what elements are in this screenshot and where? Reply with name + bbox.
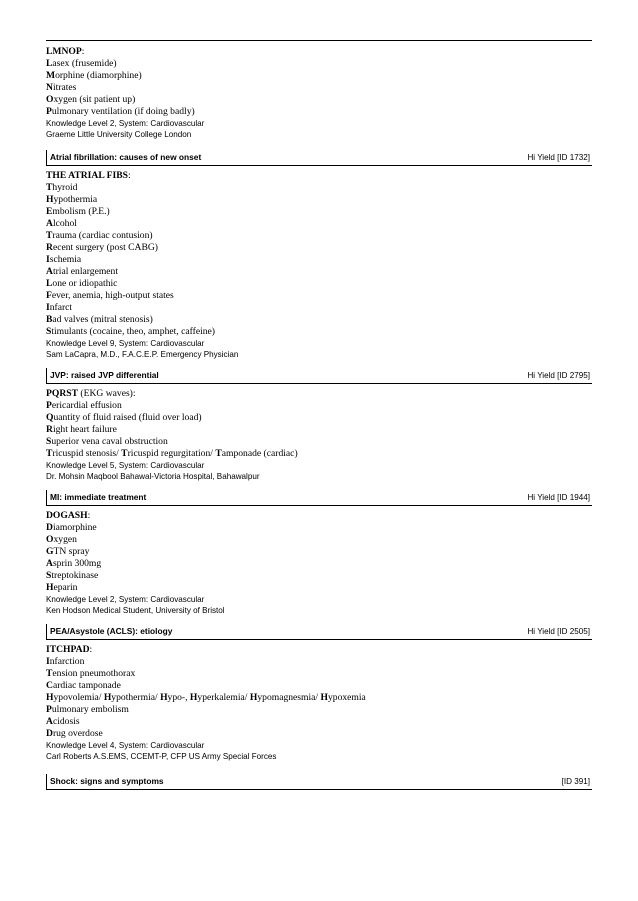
item-text: treptokinase xyxy=(51,570,99,581)
item-text: yperkalemia/ xyxy=(197,692,250,703)
mnemonic-item xyxy=(46,680,592,692)
item-letter: I xyxy=(46,302,50,313)
mnemonic-item xyxy=(46,206,592,218)
mnemonic-line xyxy=(46,510,592,522)
author-credit: Dr. Mohsin Maqbool Bahawal-Victoria Hospital, Bahawalpur xyxy=(46,472,260,481)
mnemonic-item xyxy=(46,218,592,230)
item-letter: A xyxy=(46,716,53,727)
knowledge-level: Knowledge Level 2, System: Cardiovascular xyxy=(46,595,205,604)
item-text: ricuspid stenosis/ xyxy=(52,448,122,459)
mnemonic-item xyxy=(46,656,592,668)
item-text: asex (frusemide) xyxy=(52,58,117,69)
item-text: ulmonary ventilation (if doing badly) xyxy=(51,106,195,117)
item-text: uperior vena caval obstruction xyxy=(51,436,168,447)
mnemonic-item xyxy=(46,82,592,94)
item-letter: Q xyxy=(46,412,54,423)
item-text: ad valves (mitral stenosis) xyxy=(52,314,153,325)
mnemonic-line xyxy=(46,644,592,656)
mnemonic-item xyxy=(46,278,592,290)
mnemonic-item xyxy=(46,704,592,716)
item-letter: R xyxy=(46,424,53,435)
mnemonic-item xyxy=(46,266,592,278)
mnemonic-item xyxy=(46,182,592,194)
mnemonic-title: ITCHPAD xyxy=(46,644,90,655)
item-text: nfarct xyxy=(49,302,73,313)
item-letter: L xyxy=(46,58,53,69)
item-letter: T xyxy=(46,230,53,241)
mnemonic-item xyxy=(46,290,592,302)
item-letter: R xyxy=(46,242,53,253)
item-text: ypo-, xyxy=(167,692,190,703)
section-meta: Hi Yield [ID 1944] xyxy=(527,493,590,502)
item-text: sprin 300mg xyxy=(52,558,102,569)
item-text: schemia xyxy=(49,254,82,265)
item-text: ight heart failure xyxy=(52,424,117,435)
section-header xyxy=(46,368,592,384)
mnemonic-item xyxy=(46,400,592,412)
item-letter: A xyxy=(46,218,53,229)
mnemonic-item xyxy=(46,534,592,546)
item-text: ypovolemia/ xyxy=(53,692,104,703)
item-letter: O xyxy=(46,94,54,105)
mnemonic-line xyxy=(46,388,592,400)
mnemonic-item xyxy=(46,70,592,82)
item-text: ever, anemia, high-output states xyxy=(51,290,174,301)
mnemonic-suffix: : xyxy=(127,170,131,181)
item-text: ypothermia xyxy=(53,194,98,205)
item-text: ension pneumothorax xyxy=(52,668,136,679)
item-letter: I xyxy=(46,254,50,265)
item-text: lcohol xyxy=(52,218,77,229)
item-text: ecent surgery (post CABG) xyxy=(52,242,159,253)
item-text: hyroid xyxy=(52,182,78,193)
section-header xyxy=(46,774,592,790)
section-meta: Hi Yield [ID 1732] xyxy=(527,153,590,162)
mnemonic-suffix: : xyxy=(87,510,91,521)
header-bar xyxy=(46,624,47,639)
mnemonic-suffix: (EKG waves): xyxy=(78,388,136,399)
item-letter: L xyxy=(46,278,53,289)
mnemonic-item xyxy=(46,242,592,254)
item-letter: H xyxy=(160,692,168,703)
mnemonic-item xyxy=(46,302,592,314)
section-title: Atrial fibrillation: causes of new onset xyxy=(50,152,202,162)
item-letter: H xyxy=(189,692,198,703)
mnemonic-item xyxy=(46,326,592,338)
mnemonic-title: DOGASH xyxy=(46,510,88,521)
item-text: ypoxemia xyxy=(327,692,366,703)
section-meta: Hi Yield [ID 2795] xyxy=(527,371,590,380)
item-text: trial enlargement xyxy=(52,266,119,277)
item-letter: C xyxy=(46,680,53,691)
knowledge-level: Knowledge Level 5, System: Cardiovascular xyxy=(46,461,205,470)
section-title: Shock: signs and symptoms xyxy=(50,776,164,786)
item-text: eparin xyxy=(53,582,78,593)
item-text: ypothermia/ xyxy=(111,692,161,703)
mnemonic-entry xyxy=(46,490,592,616)
author-credit: Ken Hodson Medical Student, University of Bristol xyxy=(46,606,225,615)
item-letter: T xyxy=(215,448,222,459)
mnemonic-item xyxy=(46,716,592,728)
mnemonic-item xyxy=(46,424,592,436)
item-text: itrates xyxy=(52,82,77,93)
item-letter: N xyxy=(46,82,53,93)
item-letter: O xyxy=(46,534,54,545)
top-rule xyxy=(46,40,592,41)
item-letter: S xyxy=(46,570,52,581)
mnemonic-title: PQRST xyxy=(46,388,78,399)
item-letter: H xyxy=(46,194,54,205)
section-title: PEA/Asystole (ACLS): etiology xyxy=(50,626,173,636)
item-text: ricuspid regurgitation/ xyxy=(127,448,216,459)
item-text: TN spray xyxy=(53,546,90,557)
knowledge-level: Knowledge Level 2, System: Cardiovascular xyxy=(46,119,205,128)
item-text: iamorphine xyxy=(52,522,97,533)
item-letter: T xyxy=(46,668,53,679)
mnemonic-item xyxy=(46,412,592,424)
item-letter: T xyxy=(46,448,53,459)
item-text: mbolism (P.E.) xyxy=(52,206,110,217)
mnemonic-entry xyxy=(46,368,592,482)
mnemonic-entry xyxy=(46,150,592,360)
mnemonic-item xyxy=(46,582,592,594)
item-text: ardiac tamponade xyxy=(52,680,121,691)
author-credit: Graeme Little University College London xyxy=(46,130,192,139)
item-letter: H xyxy=(46,582,54,593)
section-header xyxy=(46,150,592,166)
mnemonic-item xyxy=(46,692,592,704)
header-bar xyxy=(46,774,47,789)
mnemonic-item xyxy=(46,558,592,570)
item-text: amponade (cardiac) xyxy=(221,448,298,459)
item-letter: T xyxy=(46,182,53,193)
item-letter: D xyxy=(46,728,53,739)
item-letter: M xyxy=(46,70,56,81)
mnemonic-entry xyxy=(46,46,592,140)
mnemonic-item xyxy=(46,254,592,266)
mnemonic-entry xyxy=(46,624,592,762)
mnemonic-title: THE ATRIAL FIBS xyxy=(46,170,128,181)
header-bar xyxy=(46,150,47,165)
item-letter: G xyxy=(46,546,54,557)
item-text: ericardial effusion xyxy=(51,400,122,411)
mnemonic-item xyxy=(46,230,592,242)
section-header xyxy=(46,624,592,640)
mnemonic-item xyxy=(46,668,592,680)
item-letter: S xyxy=(46,326,52,337)
item-letter: S xyxy=(46,436,52,447)
mnemonic-item xyxy=(46,436,592,448)
item-letter: D xyxy=(46,522,53,533)
item-letter: T xyxy=(121,448,128,459)
document-page xyxy=(46,40,592,794)
section-meta: Hi Yield [ID 2505] xyxy=(527,627,590,636)
mnemonic-item xyxy=(46,522,592,534)
item-text: orphine (diamorphine) xyxy=(55,70,142,81)
author-credit: Sam LaCapra, M.D., F.A.C.E.P. Emergency Physician xyxy=(46,350,239,359)
mnemonic-suffix: : xyxy=(89,644,93,655)
mnemonic-item xyxy=(46,546,592,558)
item-letter: H xyxy=(320,692,328,703)
mnemonic-line xyxy=(46,170,592,182)
item-text: rauma (cardiac contusion) xyxy=(52,230,153,241)
item-letter: I xyxy=(46,656,50,667)
item-letter: P xyxy=(46,400,52,411)
item-letter: B xyxy=(46,314,53,325)
item-text: xygen (sit patient up) xyxy=(53,94,136,105)
section-header xyxy=(46,490,592,506)
item-text: cidosis xyxy=(52,716,80,727)
mnemonic-item xyxy=(46,106,592,118)
item-letter: P xyxy=(46,106,52,117)
mnemonic-item xyxy=(46,448,592,460)
mnemonic-suffix: : xyxy=(81,46,85,57)
item-letter: H xyxy=(46,692,54,703)
mnemonic-title: LMNOP xyxy=(46,46,82,57)
mnemonic-item xyxy=(46,194,592,206)
item-text: ulmonary embolism xyxy=(51,704,129,715)
item-letter: H xyxy=(103,692,112,703)
mnemonic-line xyxy=(46,46,592,58)
item-letter: A xyxy=(46,558,53,569)
header-bar xyxy=(46,368,47,383)
item-letter: H xyxy=(249,692,258,703)
item-text: timulants (cocaine, theo, amphet, caffeine) xyxy=(51,326,215,337)
item-text: nfarction xyxy=(49,656,85,667)
entries-list xyxy=(46,46,592,762)
item-letter: A xyxy=(46,266,53,277)
section-title: MI: immediate treatment xyxy=(50,492,147,502)
item-letter: F xyxy=(46,290,52,301)
item-text: rug overdose xyxy=(52,728,103,739)
mnemonic-item xyxy=(46,728,592,740)
section-title: JVP: raised JVP differential xyxy=(50,370,159,380)
item-text: ypomagnesmia/ xyxy=(257,692,321,703)
item-letter: P xyxy=(46,704,52,715)
item-text: xygen xyxy=(53,534,77,545)
mnemonic-item xyxy=(46,94,592,106)
author-credit: Carl Roberts A.S.EMS, CCEMT-P, CFP US Army Special Forces xyxy=(46,752,277,761)
knowledge-level: Knowledge Level 4, System: Cardiovascular xyxy=(46,741,205,750)
section-meta: [ID 391] xyxy=(561,777,590,786)
mnemonic-item xyxy=(46,58,592,70)
header-bar xyxy=(46,490,47,505)
item-text: one or idiopathic xyxy=(52,278,118,289)
knowledge-level: Knowledge Level 9, System: Cardiovascular xyxy=(46,339,205,348)
item-letter: E xyxy=(46,206,53,217)
mnemonic-item xyxy=(46,314,592,326)
item-text: uantity of fluid raised (fluid over load) xyxy=(53,412,202,423)
mnemonic-item xyxy=(46,570,592,582)
